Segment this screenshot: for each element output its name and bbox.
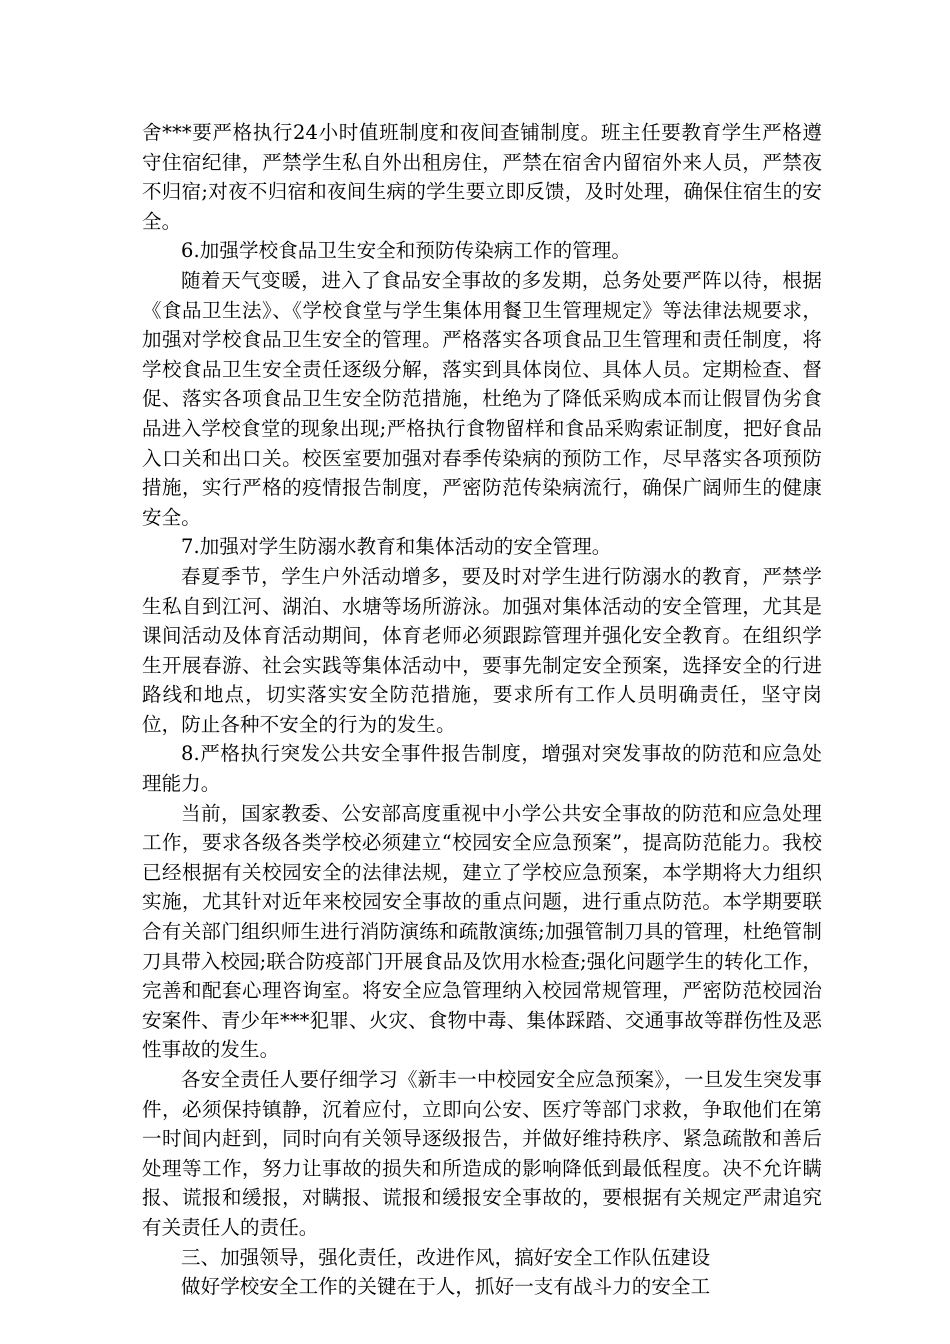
section-heading-3: 三、加强领导，强化责任，改进作风，搞好安全工作队伍建设 [181, 1245, 711, 1269]
document-body [142, 118, 822, 1302]
section-heading-7: 7.加强对学生防溺水教育和集体活动的安全管理。 [181, 535, 612, 559]
section-heading-6: 6.加强学校食品卫生安全和预防传染病工作的管理。 [181, 239, 632, 263]
paragraph-drowning-prevention: 春夏季节，学生户外活动增多，要及时对学生进行防溺水的教育，严禁学生私自到江河、湖泊、水塘等场所游泳。加强对集体活动的安全管理，尤其是课间活动及体育活动期间，体育老师必须跟踪管理并强化安全教育。在组织学生开展春游、社会实践等集体活动中，要事先制定安全预案，选择安全的行进路线和地点，切实落实安全防范措施，要求所有工作人员明确责任，坚守岗位，防止各种不安全的行为的发生。 [142, 564, 822, 736]
paragraph-food-safety: 随着天气变暖，进入了食品安全事故的多发期，总务处要严阵以待，根据《食品卫生法》、《学校食堂与学生集体用餐卫生管理规定》等法律法规要求，加强对学校食品卫生安全的管理。严格落实各项食品卫生管理和责任制度，将学校食品卫生安全责任逐级分解，落实到具体岗位、具体人员。定期检查、督促、落实各项食品卫生安全防范措施，杜绝为了降低采购成本而让假冒伪劣食品进入学校食堂的现象出现;严格执行食物留样和食品采购索证制度，把好食品入口关和出口关。校医室要加强对春季传染病的预防工作，尽早落实各项预防措施，实行严格的疫情报告制度，严密防范传染病流行，确保广阔师生的健康安全。 [142, 268, 822, 529]
paragraph-responsibility: 各安全责任人要仔细学习《新丰一中校园安全应急预案》，一旦发生突发事件，必须保持镇静，沉着应付，立即向公安、医疗等部门求救，争取他们在第一时间内赶到，同时向有关领导逐级报告，并做好维持秩序、紧急疏散和善后处理等工作，努力让事故的损失和所造成的影响降低到最低程度。决不允许瞒报、谎报和缓报，对瞒报、谎报和缓报安全事故的，要根据有关规定严肃追究有关责任人的责任。 [142, 1068, 822, 1239]
paragraph-emergency-response: 当前，国家教委、公安部高度重视中小学公共安全事故的防范和应急处理工作，要求各级各类学校必须建立“校园安全应急预案”，提高防范能力。我校已经根据有关校园安全的法律法规，建立了学校应急预案，本学期将大力组织实施，尤其针对近年来校园安全事故的重点问题，进行重点防范。本学期要联合有关部门组织师生进行消防演练和疏散演练;加强管制刀具的管理，杜绝管制刀具带入校园;联合防疫部门开展食品及饮用水检查;强化问题学生的转化工作，完善和配套心理咨询室。将安全应急管理纳入校园常规管理，严密防范校园治安案件、青少年***犯罪、火灾、食物中毒、集体踩踏、交通事故等群伤性及恶性事故的发生。 [142, 801, 822, 1062]
section-heading-8: 8.严格执行突发公共安全事件报告制度，增强对突发事故的防范和应急处理能力。 [142, 742, 822, 796]
paragraph-dormitory-continuation: 舍***要严格执行24小时值班制度和夜间查铺制度。班主任要教育学生严格遵守住宿纪律，严禁学生私自外出租房住，严禁在宿舍内留宿外来人员，严禁夜不归宿;对夜不归宿和夜间生病的学生要立即反馈，及时处理，确保住宿生的安全。 [142, 121, 822, 233]
paragraph-team-building: 做好学校安全工作的关键在于人，抓好一支有战斗力的安全工 [181, 1275, 711, 1299]
